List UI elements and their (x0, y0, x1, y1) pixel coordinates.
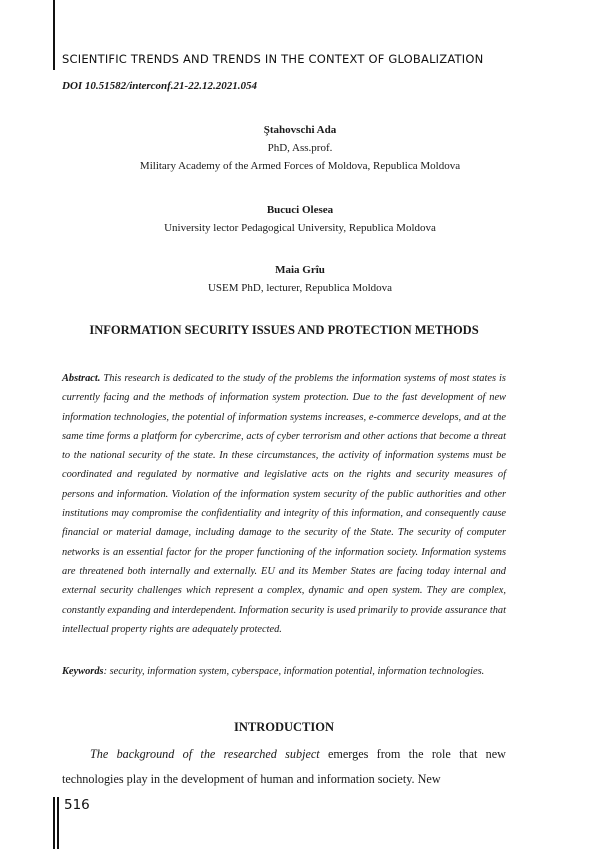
page-number: 516 (64, 797, 90, 813)
introduction-text: emerges from the role that new technologies play in the development of human and information society. New (62, 747, 506, 786)
keywords-text: : security, information system, cyberspace, information potential, information technologies. (103, 666, 485, 677)
running-header: SCIENTIFIC TRENDS AND TRENDS IN THE CONTEXT OF GLOBALIZATION (62, 52, 484, 66)
footer-rule (57, 797, 59, 849)
author-affiliation: PhD, Ass.prof. (267, 142, 333, 154)
keywords (62, 662, 506, 681)
author-affiliation: University lector Pedagogical University, Republica Moldova (164, 222, 436, 234)
header-rule (53, 0, 55, 70)
abstract-label: Abstract. (62, 373, 101, 384)
author-name: Bucuci Olesea (266, 204, 334, 216)
paper-title: INFORMATION SECURITY ISSUES AND PROTECTION METHODS (89, 323, 479, 337)
keywords-label: Keywords (62, 666, 104, 677)
author-name: Maia Grîu (275, 264, 325, 276)
author-affiliation: USEM PhD, lecturer, Republica Moldova (207, 282, 393, 294)
author-affiliation: Military Academy of the Armed Forces of Moldova, Republica Moldova (139, 160, 461, 172)
footer-rule (53, 797, 55, 849)
abstract-text: This research is dedicated to the study of the problems the information systems of most states is currently facing and the methods of information system protection. Due to the fast development of new information technologies, the potential of information systems increases, e-commerce develops, and at the same time forms a platform for cybercrime, acts of cyber terrorism and other actions that become a threat to the national security of the state. In these circumstances, the activity of information systems must be coordinated and regulated by normative and legislative acts on the rights and security measures of persons and information. Violation of the information system security of the public authorities and other institutions may compromise the confidentiality and integrity of this information, and consequently cause financial or material damage, including damage to the security of the State. The security of computer networks is an essential factor for the proper functioning of the information society. Information systems are threatened both internally and externally. EU and its Member States are facing today internal and external security challenges which represent a complex, dynamic and open system. They are complex, constantly expanding and interdependent. Information security is used primarily to provide assurance that intellectual property rights are adequately protected. (62, 373, 506, 635)
introduction-italic-lead: The background of the researched subject (90, 747, 320, 761)
abstract (62, 369, 506, 639)
author-block-2 (0, 201, 600, 237)
doi: DOI 10.51582/interconf.21-22.12.2021.054 (62, 80, 257, 92)
author-block-3 (0, 261, 600, 297)
author-name: Ştahovschi Ada (263, 124, 337, 136)
author-block-1 (0, 121, 600, 175)
introduction-paragraph (62, 742, 506, 792)
section-heading-introduction: INTRODUCTION (233, 720, 334, 734)
